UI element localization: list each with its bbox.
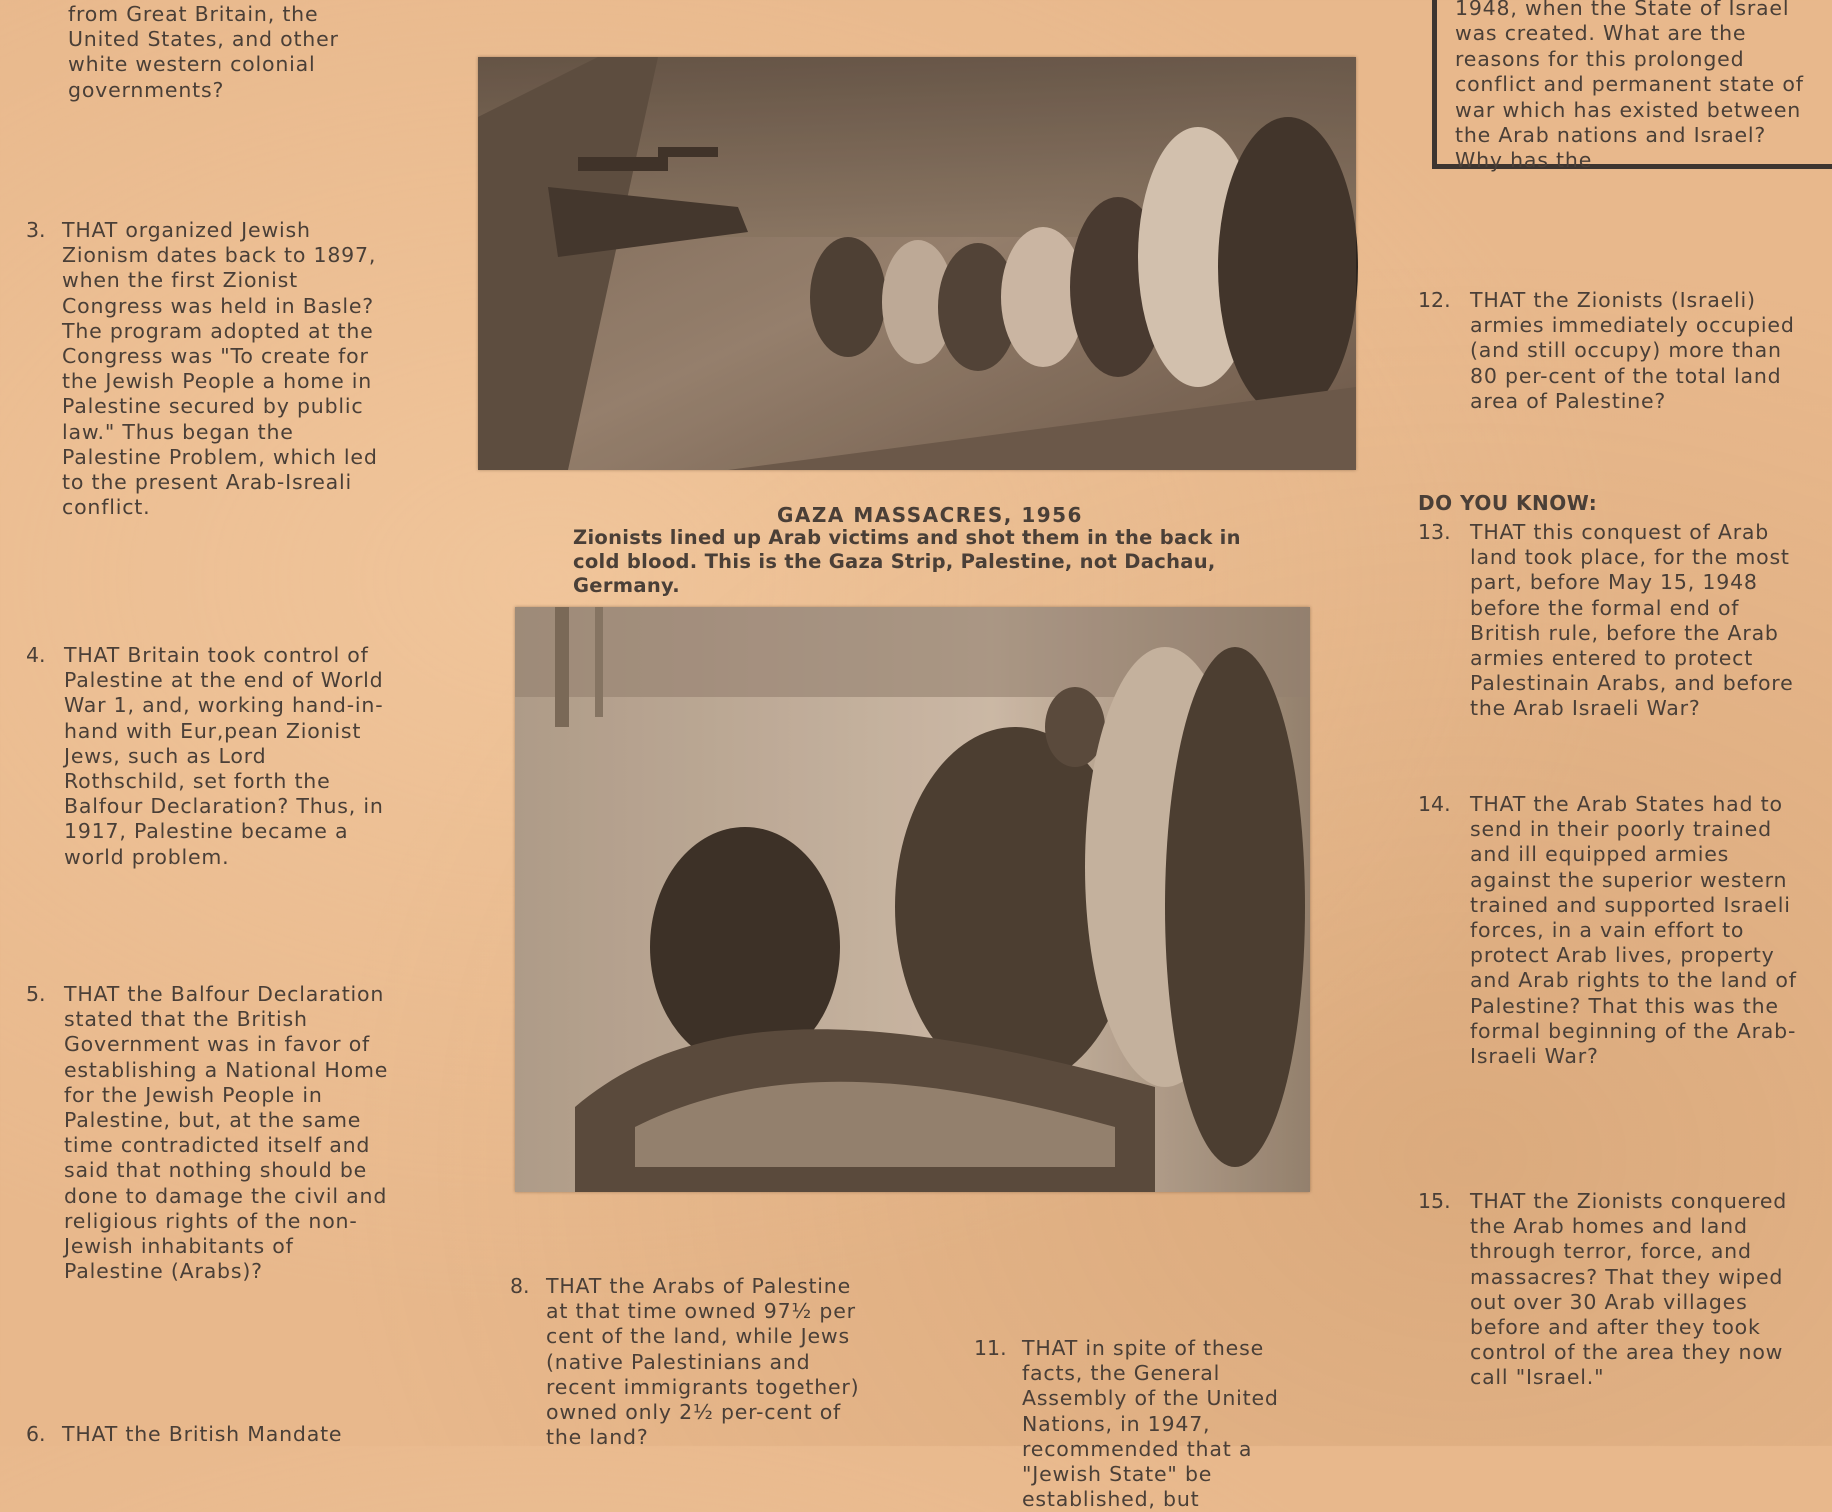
- item-text: THAT the Zionists (Israeli) armies immediately occupied (and still occupy) more than 80 per-cent of the total land area of Palestine?: [1470, 288, 1795, 413]
- list-item-5: [26, 982, 389, 1302]
- boxed-text: [1432, 0, 1832, 173]
- section-heading: DO YOU KNOW:: [1418, 491, 1598, 515]
- list-item-15: [1418, 1189, 1814, 1399]
- list-item-3: [26, 218, 378, 528]
- intro-text: from Great Britain, the United States, and other white western colonial governments?: [68, 2, 339, 102]
- item-text: THAT the Balfour Declaration stated that the British Government was in favor of establishing a National Home for the Jewish People in Palestine, but, at the same time contradicted itself and said that nothing should be done to damage the civil and religious rights of the non-Jewish inhabitants of Palestine (Arabs)?: [64, 982, 389, 1284]
- item-number: 8.: [510, 1274, 530, 1298]
- item-number: 15.: [1418, 1189, 1451, 1213]
- item-text: THAT the British Mandate: [62, 1422, 343, 1446]
- list-item-4: [26, 643, 384, 873]
- item-number: 14.: [1418, 792, 1451, 816]
- item-text: THAT the Arab States had to send in their poorly trained and ill equipped armies against the superior western trained and supported Israeli forces, in a vain effort to protect Arab lives, property and Arab rights to the land of Palestine? That this was the formal beginning of the Arab-Israeli War?: [1470, 792, 1797, 1069]
- list-item-14: [1418, 792, 1814, 1082]
- item-text: THAT organized Jewish Zionism dates back to 1897, when the first Zionist Congress was held in Basle? The program adopted at the Congress was "To create for the Jewish People a home in Palestine secured by public law." Thus began the Palestine Problem, which led to the present Arab-Isreali conflict.: [62, 218, 378, 520]
- list-item-13: [1418, 520, 1814, 730]
- item-number: 5.: [26, 982, 46, 1006]
- photo-victims: [515, 607, 1310, 1192]
- list-item-12: [1418, 288, 1814, 428]
- photo-gaza-massacre: [478, 57, 1356, 470]
- item-number: 4.: [26, 643, 46, 667]
- item-text: THAT in spite of these facts, the General Assembly of the United Nations, in 1947, recommended that a "Jewish State" be established, but: [1022, 1336, 1279, 1512]
- item-text: THAT the Zionists conquered the Arab homes and land through terror, force, and massacres? That they wiped out over 30 Arab villages before and after they took control of the area they now call "Israel.": [1470, 1189, 1788, 1390]
- item-number: 12.: [1418, 288, 1451, 312]
- item-text: THAT this conquest of Arab land took place, for the most part, before May 15, 1948 before the formal end of British rule, before the Arab armies entered to protect Palestinain Arabs, and before the Arab Israeli War?: [1470, 520, 1794, 721]
- item-text: THAT Britain took control of Palestine at the end of World War 1, and, working hand-in-hand with Eur,pean Zionist Jews, such as Lord Rothschild, set forth the Balfour Declaration? Thus, in 1917, Palestine became a world problem.: [64, 643, 384, 869]
- item-number: 13.: [1418, 520, 1451, 544]
- box-text: 1948, when the State of Israel was created. What are the reasons for this prolonged conflict and permanent state of war which has existed between the Arab nations and Israel? Why has the: [1455, 0, 1804, 173]
- caption-text: Zionists lined up Arab victims and shot them in the back in cold blood. This is the Gaza Strip, Palestine, not Dachau, Germany.: [573, 526, 1241, 597]
- list-item-11: [974, 1336, 1330, 1512]
- item-number: 6.: [26, 1422, 46, 1446]
- list-item-6: [26, 1422, 371, 1448]
- item-number: 3.: [26, 218, 46, 242]
- item-number: 11.: [974, 1336, 1007, 1360]
- caption-title: GAZA MASSACRES, 1956: [777, 503, 1083, 527]
- list-item-8: [510, 1274, 860, 1449]
- item-text: THAT the Arabs of Palestine at that time owned 97½ per cent of the land, while Jews (native Palestinians and recent immigrants together) owned only 2½ per-cent of the land?: [546, 1274, 860, 1450]
